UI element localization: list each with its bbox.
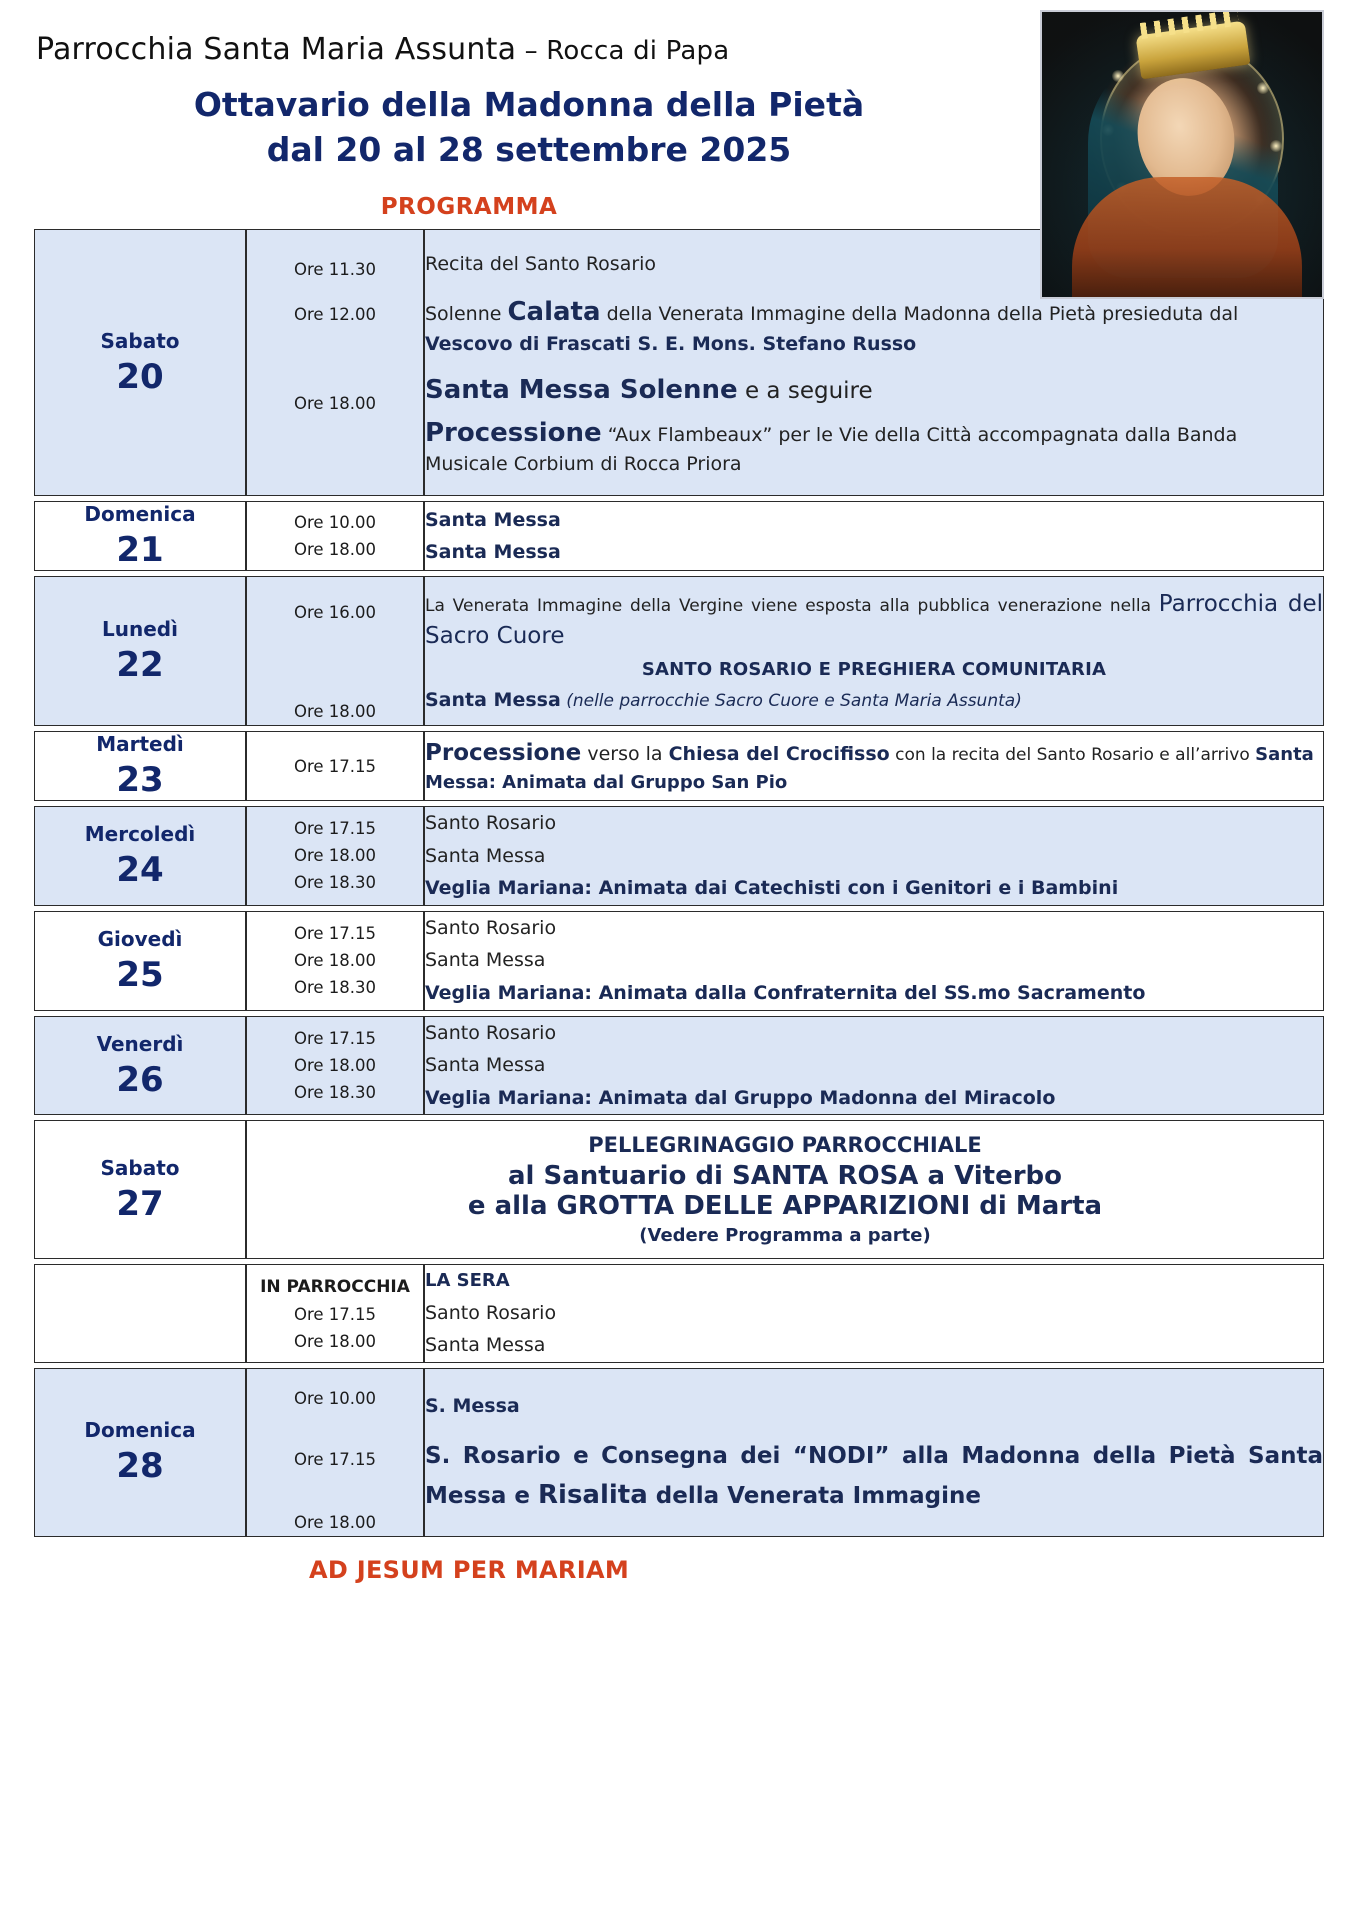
program-table — [34, 224, 1324, 1542]
day-number: 23 — [116, 760, 164, 801]
time-cell-28 — [246, 1368, 424, 1537]
day-number: 28 — [116, 1446, 164, 1487]
table-row — [34, 806, 1324, 906]
desc-cell-26 — [424, 1016, 1324, 1116]
event-text: Santa Messa — [425, 508, 561, 531]
empty-day-cell — [34, 1264, 246, 1362]
day-cell-23 — [34, 731, 246, 801]
time-entry: Ore 18.30 — [293, 873, 377, 893]
parish-location: Rocca di Papa — [546, 36, 730, 66]
time-cell-25 — [246, 911, 424, 1011]
day-number: 27 — [116, 1183, 164, 1224]
event-text: Santa Messa Solenne e a seguire — [425, 375, 873, 406]
table-row — [34, 1120, 1324, 1259]
time-entry: Ore 17.15 — [293, 1449, 377, 1469]
title-line-1: Ottavario della Madonna della Pietà — [193, 85, 865, 124]
time-cell-24 — [246, 806, 424, 906]
desc-cell-24 — [424, 806, 1324, 906]
time-cell-23 — [246, 731, 424, 801]
time-entry: Ore 17.15 — [293, 819, 377, 839]
day-number: 21 — [116, 530, 164, 571]
table-row — [34, 731, 1324, 801]
day-name: Giovedì — [97, 926, 183, 951]
time-entry: Ore 10.00 — [293, 513, 377, 533]
day-cell-27 — [34, 1120, 246, 1259]
time-entry: Ore 18.00 — [293, 540, 377, 560]
evening-desc-cell — [424, 1264, 1324, 1362]
time-cell-22 — [246, 576, 424, 726]
day-cell-26 — [34, 1016, 246, 1116]
day-name: Lunedì — [102, 617, 178, 642]
time-entry: Ore 18.00 — [293, 394, 377, 414]
parish-name: Parrocchia Santa Maria Assunta — [36, 32, 517, 67]
time-entry: Ore 18.00 — [293, 1331, 377, 1351]
event-text: Processione verso la Chiesa del Crocifisso con la recita del Santo Rosario e all’arrivo Santa Messa: Animata dal Gruppo San Pio — [425, 739, 1314, 793]
day-cell-21 — [34, 501, 246, 571]
table-row — [34, 911, 1324, 1011]
time-cell-21 — [246, 501, 424, 571]
desc-cell-23 — [424, 731, 1324, 801]
madonna-della-pieta-icon — [1040, 10, 1324, 299]
day-number: 25 — [116, 954, 164, 995]
day-number: 26 — [116, 1059, 164, 1100]
desc-cell-21 — [424, 501, 1324, 571]
day-cell-25 — [34, 911, 246, 1011]
footer-motto: AD JESUM PER MARIAM — [308, 1555, 630, 1584]
pilgrimage-line-3: e alla GROTTA DELLE APPARIZIONI di Marta — [467, 1191, 1103, 1222]
day-name: Martedì — [96, 732, 184, 757]
event-text: Santa Messa — [425, 1054, 546, 1077]
time-entry: Ore 18.00 — [293, 951, 377, 971]
programma-label: PROGRAMMA — [380, 194, 558, 221]
event-text: Veglia Mariana: Animata dal Gruppo Madonna del Miracolo — [425, 1086, 1056, 1109]
time-entry: Ore 12.00 — [293, 305, 377, 325]
event-subtitle: SANTO ROSARIO E PREGHIERA COMUNITARIA — [641, 659, 1107, 681]
day-name: Venerdì — [96, 1031, 184, 1056]
day-name: Domenica — [84, 502, 196, 527]
time-entry: Ore 18.30 — [293, 1083, 377, 1103]
title-line-2: dal 20 al 28 settembre 2025 — [266, 129, 792, 169]
event-text: Santa Messa — [425, 1334, 546, 1357]
time-entry: Ore 18.00 — [293, 1512, 377, 1532]
event-text: Santa Messa — [425, 949, 546, 972]
day-cell-24 — [34, 806, 246, 906]
time-entry: Ore 17.15 — [293, 1029, 377, 1049]
day-cell-28 — [34, 1368, 246, 1537]
event-text: S. Rosario e Consegna dei “NODI” alla Madonna della Pietà Santa Messa e Risalita della Venerata Immagine — [425, 1443, 1323, 1511]
event-text: S. Messa — [425, 1394, 520, 1417]
time-entry: Ore 17.15 — [293, 924, 377, 944]
day-number: 22 — [116, 645, 164, 686]
time-entry: Ore 17.15 — [293, 1304, 377, 1324]
time-entry: Ore 10.00 — [293, 1388, 377, 1408]
day-number: 24 — [116, 849, 164, 890]
event-text: Veglia Mariana: Animata dai Catechisti con i Genitori e i Bambini — [425, 877, 1119, 900]
event-text: Santo Rosario — [425, 1301, 557, 1324]
event-text: Santa Messa — [425, 541, 561, 564]
event-text: Recita del Santo Rosario — [425, 252, 657, 275]
desc-cell-25 — [424, 911, 1324, 1011]
day-name: Mercoledì — [84, 821, 196, 846]
day-cell-22 — [34, 576, 246, 726]
table-row — [34, 501, 1324, 571]
time-entry: Ore 11.30 — [293, 260, 377, 280]
parish-dash: – — [516, 36, 547, 66]
time-cell-20 — [246, 229, 424, 496]
event-text: La Venerata Immagine della Vergine viene esposta alla pubblica venerazione nella Parrocchia del Sacro Cuore — [425, 590, 1323, 650]
event-text: Santa Messa — [425, 844, 546, 867]
pilgrimage-cell — [246, 1120, 1324, 1259]
event-text: Santo Rosario — [425, 812, 557, 835]
time-entry: Ore 18.00 — [293, 1056, 377, 1076]
day-name: Sabato — [100, 1155, 180, 1180]
event-text: Veglia Mariana: Animata dalla Confraternita del SS.mo Sacramento — [425, 982, 1146, 1005]
table-row — [34, 1016, 1324, 1116]
time-cell-26 — [246, 1016, 424, 1116]
time-entry: Ore 16.00 — [293, 603, 377, 623]
time-entry: Ore 18.30 — [293, 978, 377, 998]
event-text: Santo Rosario — [425, 916, 557, 939]
event-text: Processione “Aux Flambeaux” per le Vie della Città accompagnata dalla Banda Musicale Corbium di Rocca Priora — [425, 417, 1238, 475]
day-number: 20 — [116, 356, 164, 397]
event-text: Santa Messa (nelle parrocchie Sacro Cuore e Santa Maria Assunta) — [425, 689, 1022, 712]
day-cell-20 — [34, 229, 246, 496]
time-entry: Ore 18.00 — [293, 846, 377, 866]
pilgrimage-line-4: (Vedere Programma a parte) — [639, 1225, 931, 1247]
time-entry: Ore 17.15 — [293, 756, 377, 776]
table-row — [34, 1264, 1324, 1362]
table-row — [34, 1368, 1324, 1537]
desc-cell-22 — [424, 576, 1324, 726]
la-sera-label: LA SERA — [425, 1270, 510, 1292]
day-name: Domenica — [84, 1418, 196, 1443]
evening-time-cell — [246, 1264, 424, 1362]
pilgrimage-line-1: PELLEGRINAGGIO PARROCCHIALE — [588, 1133, 982, 1158]
event-text: Solenne Calata della Venerata Immagine della Madonna della Pietà presieduta dal Vescovo di Frascati S. E. Mons. Stefano Russo — [425, 297, 1239, 355]
time-entry: Ore 18.00 — [293, 702, 377, 722]
desc-cell-28 — [424, 1368, 1324, 1537]
day-name: Sabato — [100, 328, 180, 353]
pilgrimage-line-2: al Santuario di SANTA ROSA a Viterbo — [507, 1161, 1063, 1192]
table-row — [34, 576, 1324, 726]
event-text: Santo Rosario — [425, 1021, 557, 1044]
in-parrocchia-label: IN PARROCCHIA — [260, 1276, 410, 1297]
